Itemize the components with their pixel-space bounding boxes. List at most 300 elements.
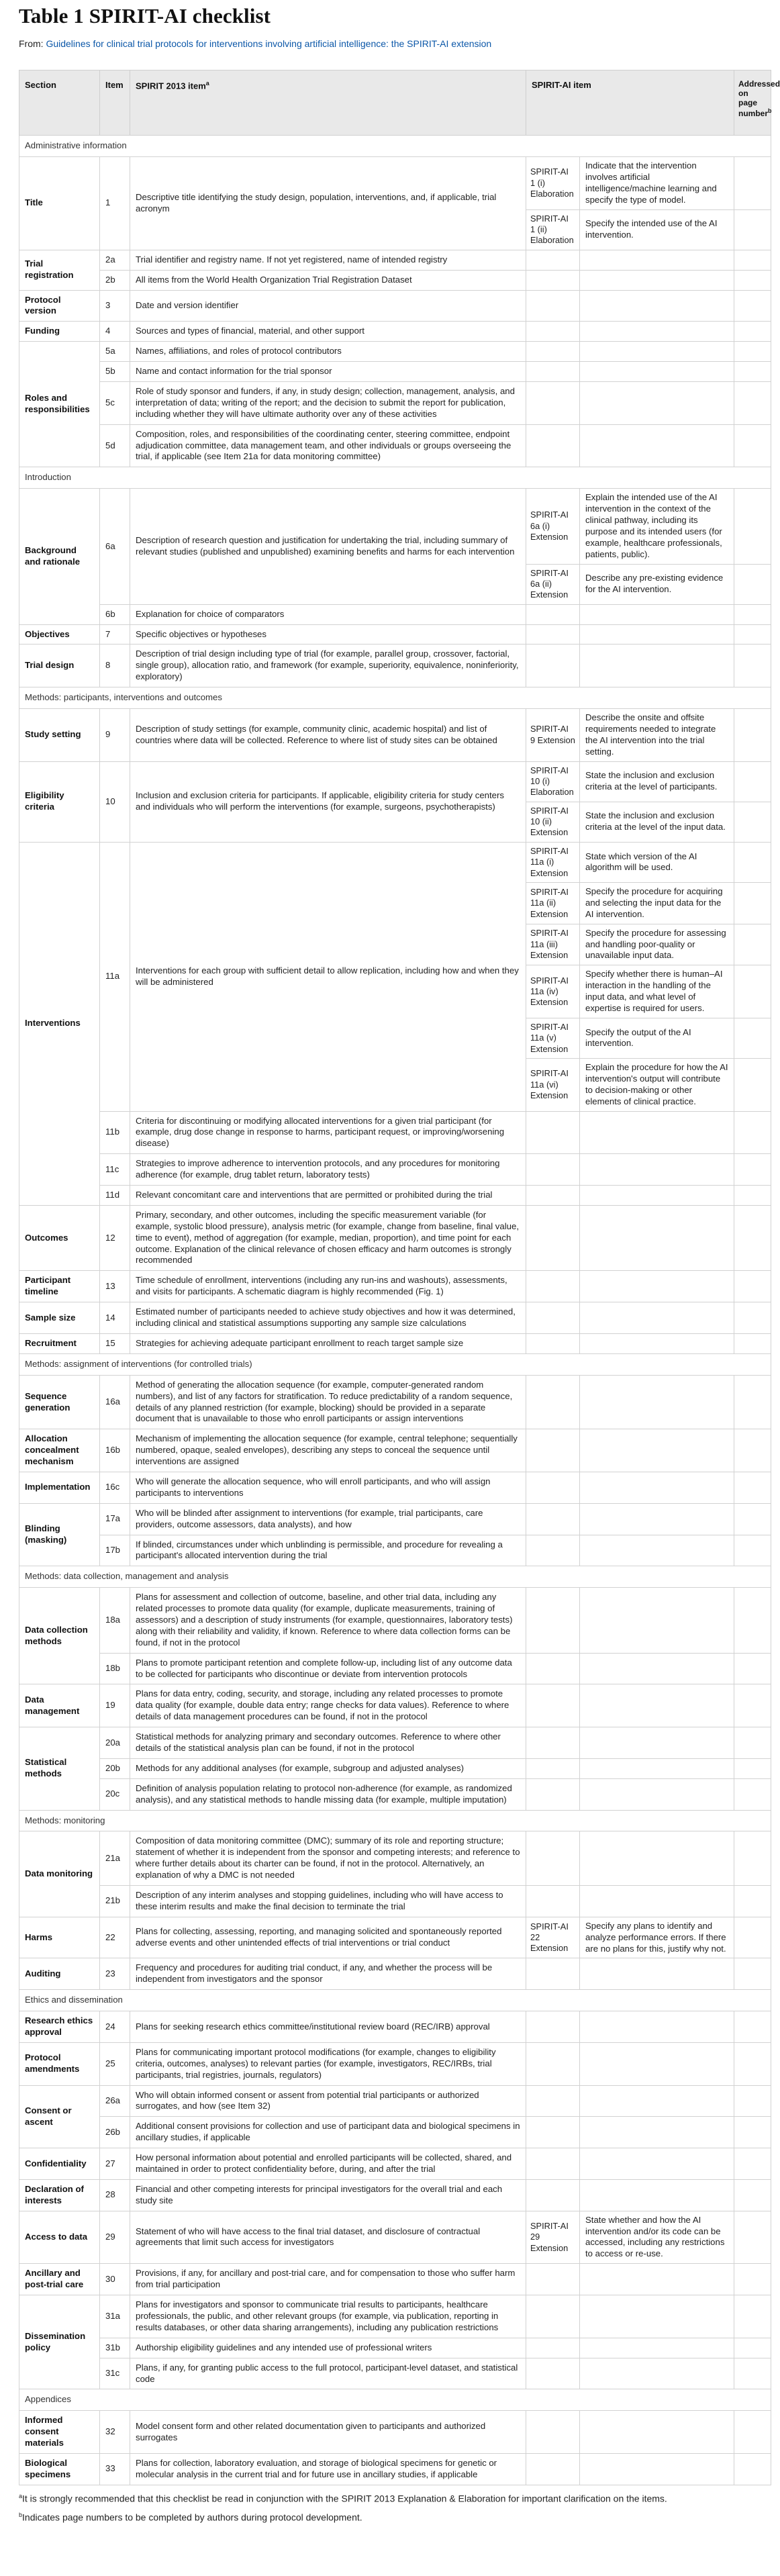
ai-item-id-empty	[526, 1758, 580, 1778]
section-header-label: Methods: monitoring	[19, 1810, 771, 1831]
ai-item-text: State the inclusion and exclusion criteria at the level of participants.	[580, 761, 734, 802]
table-row	[19, 290, 771, 322]
table-row	[19, 1205, 771, 1270]
section-header-label: Ethics and dissemination	[19, 1990, 771, 2011]
item-number: 24	[100, 2011, 130, 2043]
item-number: 31a	[100, 2295, 130, 2338]
page-number-cell	[734, 250, 771, 270]
ai-item-id-empty	[526, 645, 580, 687]
spirit-item-description: Methods for any additional analyses (for example, subgroup and adjusted analyses)	[130, 1758, 526, 1778]
page-number-cell	[734, 761, 771, 802]
spirit-item-description: Who will be blinded after assignment to interventions (for example, trial participants, care providers, outcome assessors, data analysts), and how	[130, 1503, 526, 1535]
table-row	[19, 624, 771, 645]
table-row	[19, 2211, 771, 2264]
table-row	[19, 2117, 771, 2148]
spirit-item-description: Additional consent provisions for collection and use of participant data and biological specimens in ancillary studies, if applicable	[130, 2117, 526, 2148]
ai-item-id-empty	[526, 1302, 580, 1334]
spirit-item-description: Composition, roles, and responsibilities of the coordinating center, steering committee, endpoint adjudication committee, data management team, and other individuals or groups overseeing the trial, if applicable (see Item 21a for data monitoring committee)	[130, 424, 526, 467]
item-number: 10	[100, 761, 130, 842]
from-label: From:	[19, 38, 44, 49]
ai-item-id: SPIRIT-AI 11a (v) Extension	[526, 1018, 580, 1058]
ai-item-id-empty	[526, 2264, 580, 2295]
ai-item-text-empty	[580, 2179, 734, 2211]
spirit-item-description: Interventions for each group with sufficient detail to allow replication, including how and when they will be administered	[130, 842, 526, 1111]
table-row	[19, 1727, 771, 1759]
footnote-marker-a: a	[205, 80, 209, 87]
checklist-table	[19, 70, 780, 2485]
ai-item-id: SPIRIT-AI 11a (iv) Extension	[526, 965, 580, 1018]
section-name: Research ethics approval	[19, 2011, 100, 2043]
footnote-a-text: It is strongly recommended that this checklist be read in conjunction with the SPIRIT 2013 Explanation & Elaboration for important clarification on the items.	[22, 2493, 667, 2504]
page-number-cell	[734, 965, 771, 1018]
ai-item-text: Specify the procedure for assessing and handling poor-quality or unavailable input data.	[580, 924, 734, 965]
spirit-item-description: Primary, secondary, and other outcomes, including the specific measurement variable (for example, systolic blood pressure), analysis metric (for example, change from baseline, final value, time to event), method of aggregation (for example, median, proportion), and time point for each outcome. Explanation of the clinical relevance of chosen efficacy and harm outcomes is strongly recommended	[130, 1205, 526, 1270]
ai-item-id-empty	[526, 1684, 580, 1727]
table-row	[19, 1503, 771, 1535]
ai-item-text: Describe any pre-existing evidence for the AI intervention.	[580, 564, 734, 604]
ai-item-id-empty	[526, 1535, 580, 1566]
section-header-row	[19, 136, 771, 157]
spirit-item-description: Criteria for discontinuing or modifying allocated interventions for a given trial participant (for example, drug dose change in response to harms, participant request, or improving/worsening disease)	[130, 1111, 526, 1154]
section-header-row	[19, 687, 771, 709]
item-number: 20b	[100, 1758, 130, 1778]
table-row	[19, 1535, 771, 1566]
page-number-cell	[734, 1727, 771, 1759]
ai-item-text: Specify the intended use of the AI intervention.	[580, 209, 734, 250]
spirit-item-description: Plans for investigators and sponsor to communicate trial results to participants, healthcare professionals, the public, and other relevant groups (for example, via publication, reporting in results databases, or other data sharing arrangements), including any publication restrictions	[130, 2295, 526, 2338]
section-header-label: Methods: data collection, management and analysis	[19, 1566, 771, 1588]
ai-item-id: SPIRIT-AI 11a (iii) Extension	[526, 924, 580, 965]
ai-item-text-empty	[580, 290, 734, 322]
ai-item-id: SPIRIT-AI 11a (i) Extension	[526, 842, 580, 882]
spirit-item-description: Statistical methods for analyzing primary and secondary outcomes. Reference to where other details of the statistical analysis plan can be found, if not in the protocol	[130, 1727, 526, 1759]
ai-item-text-empty	[580, 1958, 734, 1990]
spirit-item-description: Frequency and procedures for auditing trial conduct, if any, and whether the process will be independent from investigators and the sponsor	[130, 1958, 526, 1990]
section-name: Confidentiality	[19, 2148, 100, 2180]
item-number: 17b	[100, 1535, 130, 1566]
page-number-cell	[734, 1018, 771, 1058]
table-row	[19, 2358, 771, 2389]
page-number-cell	[734, 2011, 771, 2043]
table-title: Table 1 SPIRIT-AI checklist	[19, 4, 271, 28]
ai-item-text-empty	[580, 1271, 734, 1302]
page-number-cell	[734, 1271, 771, 1302]
ai-item-text-empty	[580, 250, 734, 270]
section-name: Auditing	[19, 1958, 100, 1990]
section-header-label: Methods: participants, interventions and outcomes	[19, 687, 771, 709]
page-number-cell	[734, 2179, 771, 2211]
page-number-cell	[734, 1059, 771, 1112]
ai-item-text-empty	[580, 1375, 734, 1429]
ai-item-id-empty	[526, 1958, 580, 1990]
page-number-cell	[734, 2211, 771, 2264]
table-row	[19, 645, 771, 687]
ai-item-text-empty	[580, 1758, 734, 1778]
ai-item-id-empty	[526, 2085, 580, 2117]
spirit-item-description: Plans, if any, for granting public access to the full protocol, participant-level dataset, and statistical code	[130, 2358, 526, 2389]
footnote-a-marker: a	[19, 2493, 23, 2499]
spirit-item-description: Authorship eligibility guidelines and any intended use of professional writers	[130, 2338, 526, 2358]
spirit-item-description: Who will generate the allocation sequence, who will enroll participants, and who will assign participants to interventions	[130, 1472, 526, 1503]
ai-item-id-empty	[526, 290, 580, 322]
ai-item-id-empty	[526, 2295, 580, 2338]
col-header-spirit-item	[130, 70, 526, 136]
table-row	[19, 1333, 771, 1353]
ai-item-id-empty	[526, 2148, 580, 2180]
section-name: Objectives	[19, 624, 100, 645]
ai-item-text-empty	[580, 1588, 734, 1653]
ai-item-id: SPIRIT-AI 10 (i) Elaboration	[526, 761, 580, 802]
section-name: Eligibility criteria	[19, 761, 100, 842]
section-header-label: Introduction	[19, 467, 771, 489]
page-number-cell	[734, 209, 771, 250]
table-row	[19, 1271, 771, 1302]
table-row	[19, 2011, 771, 2043]
spirit-item-description: Description of research question and justification for undertaking the trial, including summary of relevant studies (published and unpublished) examining benefits and harms for each intervention	[130, 489, 526, 604]
section-name: Background and rationale	[19, 489, 100, 624]
col-header-addressed-label: Addressed on page number	[738, 79, 780, 119]
ai-item-text-empty	[580, 342, 734, 362]
ai-item-id-empty	[526, 1111, 580, 1154]
item-number: 17a	[100, 1503, 130, 1535]
ai-item-id: SPIRIT-AI 9 Extension	[526, 709, 580, 762]
ai-item-text-empty	[580, 1831, 734, 1886]
ai-item-id-empty	[526, 1186, 580, 1206]
ai-item-text: State whether and how the AI intervention and/or its code can be accessed, including any restrictions to access or re-use.	[580, 2211, 734, 2264]
page-number-cell	[734, 604, 771, 624]
ai-item-id-empty	[526, 1375, 580, 1429]
table-row	[19, 250, 771, 270]
table-row	[19, 1653, 771, 1684]
page-number-cell	[734, 1429, 771, 1472]
ai-item-id-empty	[526, 1653, 580, 1684]
table-row	[19, 424, 771, 467]
spirit-item-description: Plans to promote participant retention and complete follow-up, including list of any outcome data to be collected for participants who discontinue or deviate from intervention protocols	[130, 1653, 526, 1684]
spirit-item-description: Strategies to improve adherence to intervention protocols, and any procedures for monitoring adherence (for example, drug tablet return, laboratory tests)	[130, 1154, 526, 1186]
item-number: 5a	[100, 342, 130, 362]
table-row	[19, 1684, 771, 1727]
ai-item-id-empty	[526, 322, 580, 342]
footnote-marker-b: b	[768, 107, 772, 115]
section-name: Harms	[19, 1917, 100, 1958]
item-number: 31c	[100, 2358, 130, 2389]
table-row	[19, 1917, 771, 1958]
ai-item-text-empty	[580, 1535, 734, 1566]
ai-item-text: Indicate that the intervention involves artificial intelligence/machine learning and specify the type of model.	[580, 157, 734, 210]
item-number: 2b	[100, 270, 130, 290]
section-header-row	[19, 1990, 771, 2011]
spirit-item-description: Plans for assessment and collection of outcome, baseline, and other trial data, including any related processes to promote data quality (for example, duplicate measurements, training of assessors) and a description of study instruments (for example, questionnaires, laboratory tests) along with their reliability and validity, if known. Reference to where data collection forms can be found, if not in the protocol	[130, 1588, 526, 1653]
ai-item-id-empty	[526, 362, 580, 382]
spirit-item-description: Time schedule of enrollment, interventions (including any run-ins and washouts), assessments, and visits for participants. A schematic diagram is highly recommended (Fig. 1)	[130, 1271, 526, 1302]
ai-item-text-empty	[580, 624, 734, 645]
item-number: 15	[100, 1333, 130, 1353]
page-number-cell	[734, 2295, 771, 2338]
ai-item-id: SPIRIT-AI 10 (ii) Extension	[526, 802, 580, 842]
item-number: 16a	[100, 1375, 130, 1429]
page-number-cell	[734, 1831, 771, 1886]
section-name: Biological specimens	[19, 2453, 100, 2485]
table-row	[19, 342, 771, 362]
table-row	[19, 1758, 771, 1778]
item-number: 2a	[100, 250, 130, 270]
section-name: Outcomes	[19, 1205, 100, 1270]
item-number: 4	[100, 322, 130, 342]
table-row	[19, 2042, 771, 2085]
page-number-cell	[734, 1503, 771, 1535]
table-row	[19, 761, 771, 802]
spirit-item-description: Plans for communicating important protocol modifications (for example, changes to eligibility criteria, outcomes, analyses) to relevant parties (for example, investigators, REC/IRBs, trial participants, trial registries, journals, regulators)	[130, 2042, 526, 2085]
ai-item-text: Explain the procedure for how the AI intervention's output will contribute to decision-making or other elements of clinical practice.	[580, 1059, 734, 1112]
ai-item-text-empty	[580, 1503, 734, 1535]
section-name: Protocol amendments	[19, 2042, 100, 2085]
section-name: Trial design	[19, 645, 100, 687]
ai-item-id-empty	[526, 382, 580, 425]
item-number: 16c	[100, 1472, 130, 1503]
section-name: Dissemination policy	[19, 2295, 100, 2389]
ai-item-id-empty	[526, 2358, 580, 2389]
ai-item-text: Specify any plans to identify and analyze performance errors. If there are no plans for this, justify why not.	[580, 1917, 734, 1958]
section-name: Data monitoring	[19, 1831, 100, 1917]
table-row	[19, 2295, 771, 2338]
ai-item-id-empty	[526, 342, 580, 362]
spirit-item-description: Date and version identifier	[130, 290, 526, 322]
spirit-item-description: Financial and other competing interests for principal investigators for the overall trial and each study site	[130, 2179, 526, 2211]
item-number: 7	[100, 624, 130, 645]
section-name: Blinding (masking)	[19, 1503, 100, 1566]
ai-item-text-empty	[580, 1886, 734, 1917]
item-number: 20c	[100, 1778, 130, 1810]
ai-item-id: SPIRIT-AI 6a (i) Extension	[526, 489, 580, 564]
page-number-cell	[734, 1205, 771, 1270]
table-row	[19, 1429, 771, 1472]
section-name: Consent or ascent	[19, 2085, 100, 2148]
item-number: 16b	[100, 1429, 130, 1472]
ai-item-text-empty	[580, 2085, 734, 2117]
item-number: 28	[100, 2179, 130, 2211]
item-number: 18b	[100, 1653, 130, 1684]
ai-item-text-empty	[580, 424, 734, 467]
ai-item-text-empty	[580, 1653, 734, 1684]
page-number-cell	[734, 1535, 771, 1566]
spirit-item-description: How personal information about potential and enrolled participants will be collected, shared, and maintained in order to protect confidentiality before, during, and after the trial	[130, 2148, 526, 2180]
ai-item-text-empty	[580, 2411, 734, 2454]
section-name: Sample size	[19, 1302, 100, 1334]
page-number-cell	[734, 1917, 771, 1958]
ai-item-text-empty	[580, 645, 734, 687]
spirit-item-description: Name and contact information for the trial sponsor	[130, 362, 526, 382]
ai-item-id-empty	[526, 1154, 580, 1186]
ai-item-text-empty	[580, 2148, 734, 2180]
ai-item-text-empty	[580, 270, 734, 290]
ai-item-text: Describe the onsite and offsite requirements needed to integrate the AI intervention into the trial setting.	[580, 709, 734, 762]
item-number: 13	[100, 1271, 130, 1302]
ai-item-id-empty	[526, 2411, 580, 2454]
spirit-item-description: Names, affiliations, and roles of protocol contributors	[130, 342, 526, 362]
ai-item-text-empty	[580, 1684, 734, 1727]
col-header-item: Item	[100, 70, 130, 136]
page-number-cell	[734, 342, 771, 362]
ai-item-id: SPIRIT-AI 22 Extension	[526, 1917, 580, 1958]
table-row	[19, 270, 771, 290]
table-row	[19, 1111, 771, 1154]
item-number: 21b	[100, 1886, 130, 1917]
page-number-cell	[734, 1302, 771, 1334]
ai-item-text-empty	[580, 2338, 734, 2358]
ai-item-id-empty	[526, 1831, 580, 1886]
page-number-cell	[734, 882, 771, 924]
page-number-cell	[734, 1758, 771, 1778]
table-row	[19, 382, 771, 425]
item-number: 23	[100, 1958, 130, 1990]
section-name: Allocation concealment mechanism	[19, 1429, 100, 1472]
item-number: 5b	[100, 362, 130, 382]
ai-item-text-empty	[580, 2295, 734, 2338]
spirit-item-description: Inclusion and exclusion criteria for participants. If applicable, eligibility criteria for study centers and individuals who will perform the interventions (for example, surgeons, psychotherapists)	[130, 761, 526, 842]
ai-item-text-empty	[580, 1727, 734, 1759]
table-row	[19, 362, 771, 382]
ai-item-id-empty	[526, 2338, 580, 2358]
item-number: 3	[100, 290, 130, 322]
source-link[interactable]: Guidelines for clinical trial protocols for interventions involving artificial intelligence: the SPIRIT-AI extension	[46, 38, 492, 49]
page-number-cell	[734, 2085, 771, 2117]
ai-item-id: SPIRIT-AI 11a (ii) Extension	[526, 882, 580, 924]
spirit-item-description: Method of generating the allocation sequence (for example, computer-generated random numbers), and list of any factors for stratification. To reduce predictability of a random sequence, details of any planned restriction (for example, blocking) should be provided in a separate document that is unavailable to those who enroll participants or assign interventions	[130, 1375, 526, 1429]
item-number: 6a	[100, 489, 130, 604]
spirit-item-description: Role of study sponsor and funders, if any, in study design; collection, management, analysis, and interpretation of data; writing of the report; and the decision to submit the report for publication, including whether they will have ultimate authority over any of these activities	[130, 382, 526, 425]
table-row	[19, 1588, 771, 1653]
ai-item-text-empty	[580, 2358, 734, 2389]
page-number-cell	[734, 290, 771, 322]
ai-item-id-empty	[526, 424, 580, 467]
footnote-b-marker: b	[19, 2511, 23, 2518]
section-name: Access to data	[19, 2211, 100, 2264]
table-row	[19, 1472, 771, 1503]
section-header-row	[19, 1810, 771, 1831]
table-row	[19, 709, 771, 762]
ai-item-id-empty	[526, 2117, 580, 2148]
page-number-cell	[734, 2042, 771, 2085]
ai-item-text-empty	[580, 604, 734, 624]
ai-item-text-empty	[580, 1778, 734, 1810]
ai-item-text-empty	[580, 1429, 734, 1472]
page-number-cell	[734, 1653, 771, 1684]
item-number: 11b	[100, 1111, 130, 1154]
table-container[interactable]	[19, 70, 780, 2487]
ai-item-id-empty	[526, 2011, 580, 2043]
ai-item-id-empty	[526, 1778, 580, 1810]
page-number-cell	[734, 1154, 771, 1186]
item-number: 9	[100, 709, 130, 762]
item-number: 11c	[100, 1154, 130, 1186]
ai-item-id-empty	[526, 1333, 580, 1353]
section-name: Declaration of interests	[19, 2179, 100, 2211]
page-number-cell	[734, 270, 771, 290]
table-row	[19, 1831, 771, 1886]
ai-item-text: Specify the procedure for acquiring and selecting the input data for the AI intervention.	[580, 882, 734, 924]
ai-item-text: Specify the output of the AI intervention.	[580, 1018, 734, 1058]
page-number-cell	[734, 645, 771, 687]
section-name: Interventions	[19, 842, 100, 1205]
spirit-item-description: Plans for collecting, assessing, reporting, and managing solicited and spontaneously reported adverse events and other unintended effects of trial interventions or trial conduct	[130, 1917, 526, 1958]
section-name: Study setting	[19, 709, 100, 762]
spirit-item-description: Sources and types of financial, material, and other support	[130, 322, 526, 342]
footnote-a	[19, 2492, 724, 2506]
ai-item-id: SPIRIT-AI 29 Extension	[526, 2211, 580, 2264]
item-number: 5c	[100, 382, 130, 425]
spirit-item-description: Mechanism of implementing the allocation sequence (for example, central telephone; sequentially numbered, opaque, sealed envelopes), describing any steps to conceal the sequence until interventions are assigned	[130, 1429, 526, 1472]
ai-item-id: SPIRIT-AI 1 (i) Elaboration	[526, 157, 580, 210]
page-number-cell	[734, 1778, 771, 1810]
ai-item-id-empty	[526, 1588, 580, 1653]
page-number-cell	[734, 1886, 771, 1917]
item-number: 5d	[100, 424, 130, 467]
ai-item-id: SPIRIT-AI 11a (vi) Extension	[526, 1059, 580, 1112]
ai-item-id-empty	[526, 1205, 580, 1270]
table-row	[19, 604, 771, 624]
ai-item-text-empty	[580, 362, 734, 382]
page-number-cell	[734, 322, 771, 342]
table-row	[19, 322, 771, 342]
section-header-row	[19, 1566, 771, 1588]
ai-item-text: State which version of the AI algorithm will be used.	[580, 842, 734, 882]
item-number: 20a	[100, 1727, 130, 1759]
section-name: Protocol version	[19, 290, 100, 322]
page-number-cell	[734, 802, 771, 842]
page-number-cell	[734, 1588, 771, 1653]
section-header-row	[19, 2389, 771, 2411]
ai-item-text-empty	[580, 2042, 734, 2085]
item-number: 6b	[100, 604, 130, 624]
spirit-item-description: Statement of who will have access to the final trial dataset, and disclosure of contractual agreements that limit such access for investigators	[130, 2211, 526, 2264]
item-number: 33	[100, 2453, 130, 2485]
page-number-cell	[734, 1186, 771, 1206]
item-number: 29	[100, 2211, 130, 2264]
ai-item-text-empty	[580, 1111, 734, 1154]
page-number-cell	[734, 382, 771, 425]
page-number-cell	[734, 2453, 771, 2485]
section-name: Participant timeline	[19, 1271, 100, 1302]
spirit-item-description: Explanation for choice of comparators	[130, 604, 526, 624]
spirit-item-description: Composition of data monitoring committee (DMC); summary of its role and reporting structure; statement of whether it is independent from the sponsor and competing interests; and reference to where further details about its charter can be found, if not in the protocol. Alternatively, an explanation of why a DMC is not needed	[130, 1831, 526, 1886]
ai-item-text-empty	[580, 1472, 734, 1503]
section-header-label: Appendices	[19, 2389, 771, 2411]
table-row	[19, 2085, 771, 2117]
table-row	[19, 1302, 771, 1334]
table-row	[19, 489, 771, 564]
source-line	[19, 38, 491, 49]
spirit-item-description: Trial identifier and registry name. If not yet registered, name of intended registry	[130, 250, 526, 270]
page-number-cell	[734, 489, 771, 564]
spirit-item-description: If blinded, circumstances under which unblinding is permissible, and procedure for revealing a participant's allocated intervention during the trial	[130, 1535, 526, 1566]
section-name: Data management	[19, 1684, 100, 1727]
ai-item-id-empty	[526, 2179, 580, 2211]
item-number: 26a	[100, 2085, 130, 2117]
item-number: 19	[100, 1684, 130, 1727]
spirit-item-description: Specific objectives or hypotheses	[130, 624, 526, 645]
ai-item-id-empty	[526, 624, 580, 645]
spirit-item-description: Description of trial design including type of trial (for example, parallel group, crossover, factorial, single group), allocation ratio, and framework (for example, superiority, equivalence, noninferiority, exploratory)	[130, 645, 526, 687]
ai-item-text-empty	[580, 2011, 734, 2043]
spirit-item-description: Plans for data entry, coding, security, and storage, including any related processes to promote data quality (for example, double data entry; range checks for data values). Reference to where details of data management procedures can be found, if not in the protocol	[130, 1684, 526, 1727]
table-row	[19, 2148, 771, 2180]
spirit-item-description: Description of study settings (for example, community clinic, academic hospital) and list of countries where data will be collected. Reference to where list of study sites can be obtained	[130, 709, 526, 762]
page-number-cell	[734, 1333, 771, 1353]
footnotes	[19, 2492, 725, 2529]
item-number: 14	[100, 1302, 130, 1334]
item-number: 27	[100, 2148, 130, 2180]
ai-item-text-empty	[580, 1186, 734, 1206]
